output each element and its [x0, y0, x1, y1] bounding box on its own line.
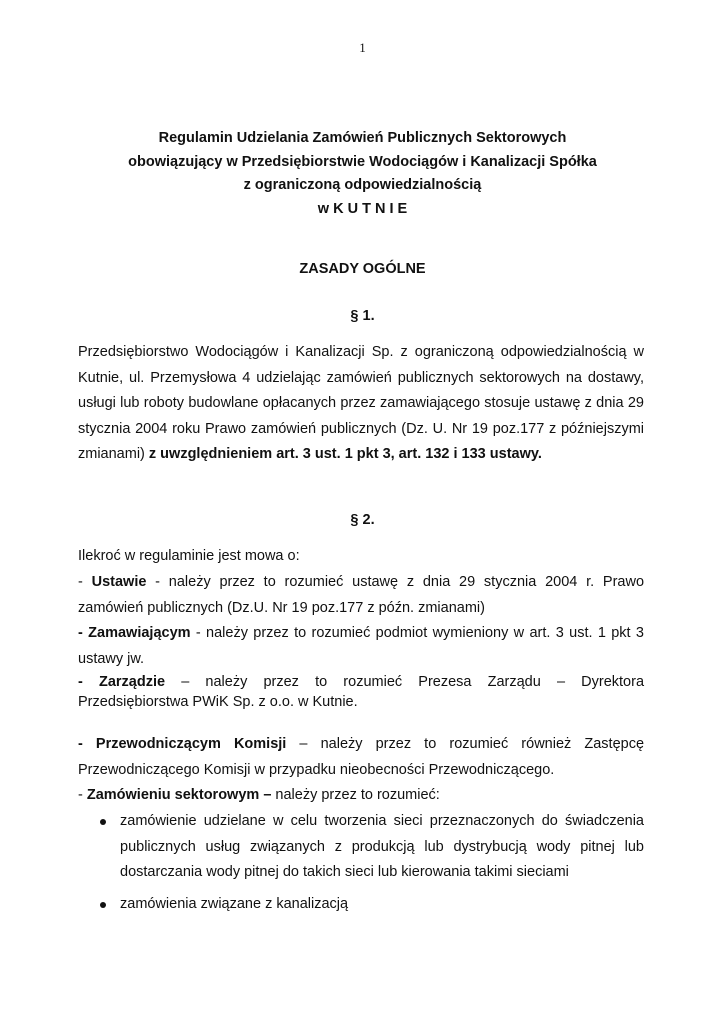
bullet-text: zamówienie udzielane w celu tworzenia sieci przeznaczonych do świadczenia publicznych usług związanych z produkcją lub dystrybucją wody pitnej lub dostarczania wody pitnej do takich sieci lub kierowania takimi sieciami	[120, 813, 644, 880]
definition-zamowienie-sektorowe	[78, 783, 644, 809]
paragraph-1-bold: z uwzględnieniem art. 3 ust. 1 pkt 3, art. 132 i 133 ustawy.	[148, 446, 542, 462]
definition-zamawiajacy-text: - należy przez to rozumieć podmiot wymieniony w art. 3 ust. 1 pkt 3 ustawy jw.	[78, 625, 644, 667]
definition-przewodniczacy-term: - Przewodniczącym Komisji	[78, 736, 287, 752]
list-item	[78, 809, 644, 886]
bullet-text: zamówienia związane z kanalizacją	[120, 895, 349, 912]
title-line-1: Regulamin Udzielania Zamówień Publicznych Sektorowych	[158, 130, 567, 146]
definition-ustawa	[78, 570, 644, 621]
paragraph-2-heading: § 2.	[350, 512, 375, 528]
definition-zamowienie-text: należy przez to rozumieć:	[271, 787, 440, 803]
sector-order-bullets	[78, 809, 644, 917]
definitions-intro: Ilekroć w regulaminie jest mowa o:	[78, 548, 300, 564]
definition-ustawa-text: - należy przez to rozumieć ustawę z dnia 29 stycznia 2004 r. Prawo zamówień publicznych (Dz.U. Nr 19 poz.177 z późn. zmianami)	[78, 574, 645, 616]
definition-zarzad-text: – należy przez to rozumieć Prezesa Zarządu – Dyrektora	[165, 674, 645, 690]
definition-zarzad-term: - Zarządzie	[78, 674, 166, 690]
definition-ustawa-term: Ustawie	[91, 574, 147, 590]
paragraph-1-body: Przedsiębiorstwo Wodociągów i Kanalizacji Sp. z ograniczoną odpowiedzialnością w Kutnie, ul. Przemysłowa 4 udzielając zamówień publicznych sektorowych na dostawy, usługi lub roboty budowlane opłacanych przez zamawiającego stosuje ustawę z dnia 29 stycznia 2004 roku Prawo zamówień publicznych (Dz. U. Nr 19 poz.177 z późniejszymi zmianami)	[78, 344, 644, 462]
definition-zamawiajacy	[78, 621, 644, 672]
definition-zarzad	[78, 672, 644, 712]
bullet-icon	[100, 902, 106, 908]
definition-zarzad-line-2: Przedsiębiorstwa PWiK Sp. z o.o. w Kutnie.	[78, 694, 358, 710]
title-line-2: obowiązujący w Przedsiębiorstwie Wodociągów i Kanalizacji Spółka	[128, 153, 597, 170]
paragraph-1-heading: § 1.	[350, 308, 375, 324]
page-number: 1	[359, 40, 366, 55]
definition-zarzad-line-1	[78, 672, 644, 692]
document-title	[0, 127, 725, 221]
list-item	[78, 892, 644, 918]
definition-ustawa-prefix: -	[78, 574, 92, 590]
definition-przewodniczacy-text: – należy przez to rozumieć również Zastępcę Przewodniczącego Komisji w przypadku nieobecności Przewodniczącego.	[78, 736, 645, 778]
paragraph-1-text	[78, 340, 644, 468]
definition-zamawiajacy-term: - Zamawiającym	[78, 625, 191, 641]
title-line-3: z ograniczoną odpowiedzialnością	[243, 177, 482, 193]
bullet-icon	[100, 819, 106, 825]
definition-przewodniczacy	[78, 732, 644, 783]
definition-zamowienie-term: Zamówieniu sektorowym –	[86, 787, 272, 803]
title-line-4: w K U T N I E	[317, 200, 408, 217]
definition-zamowienie-prefix: -	[78, 787, 87, 803]
section-heading-general: ZASADY OGÓLNE	[299, 261, 426, 277]
